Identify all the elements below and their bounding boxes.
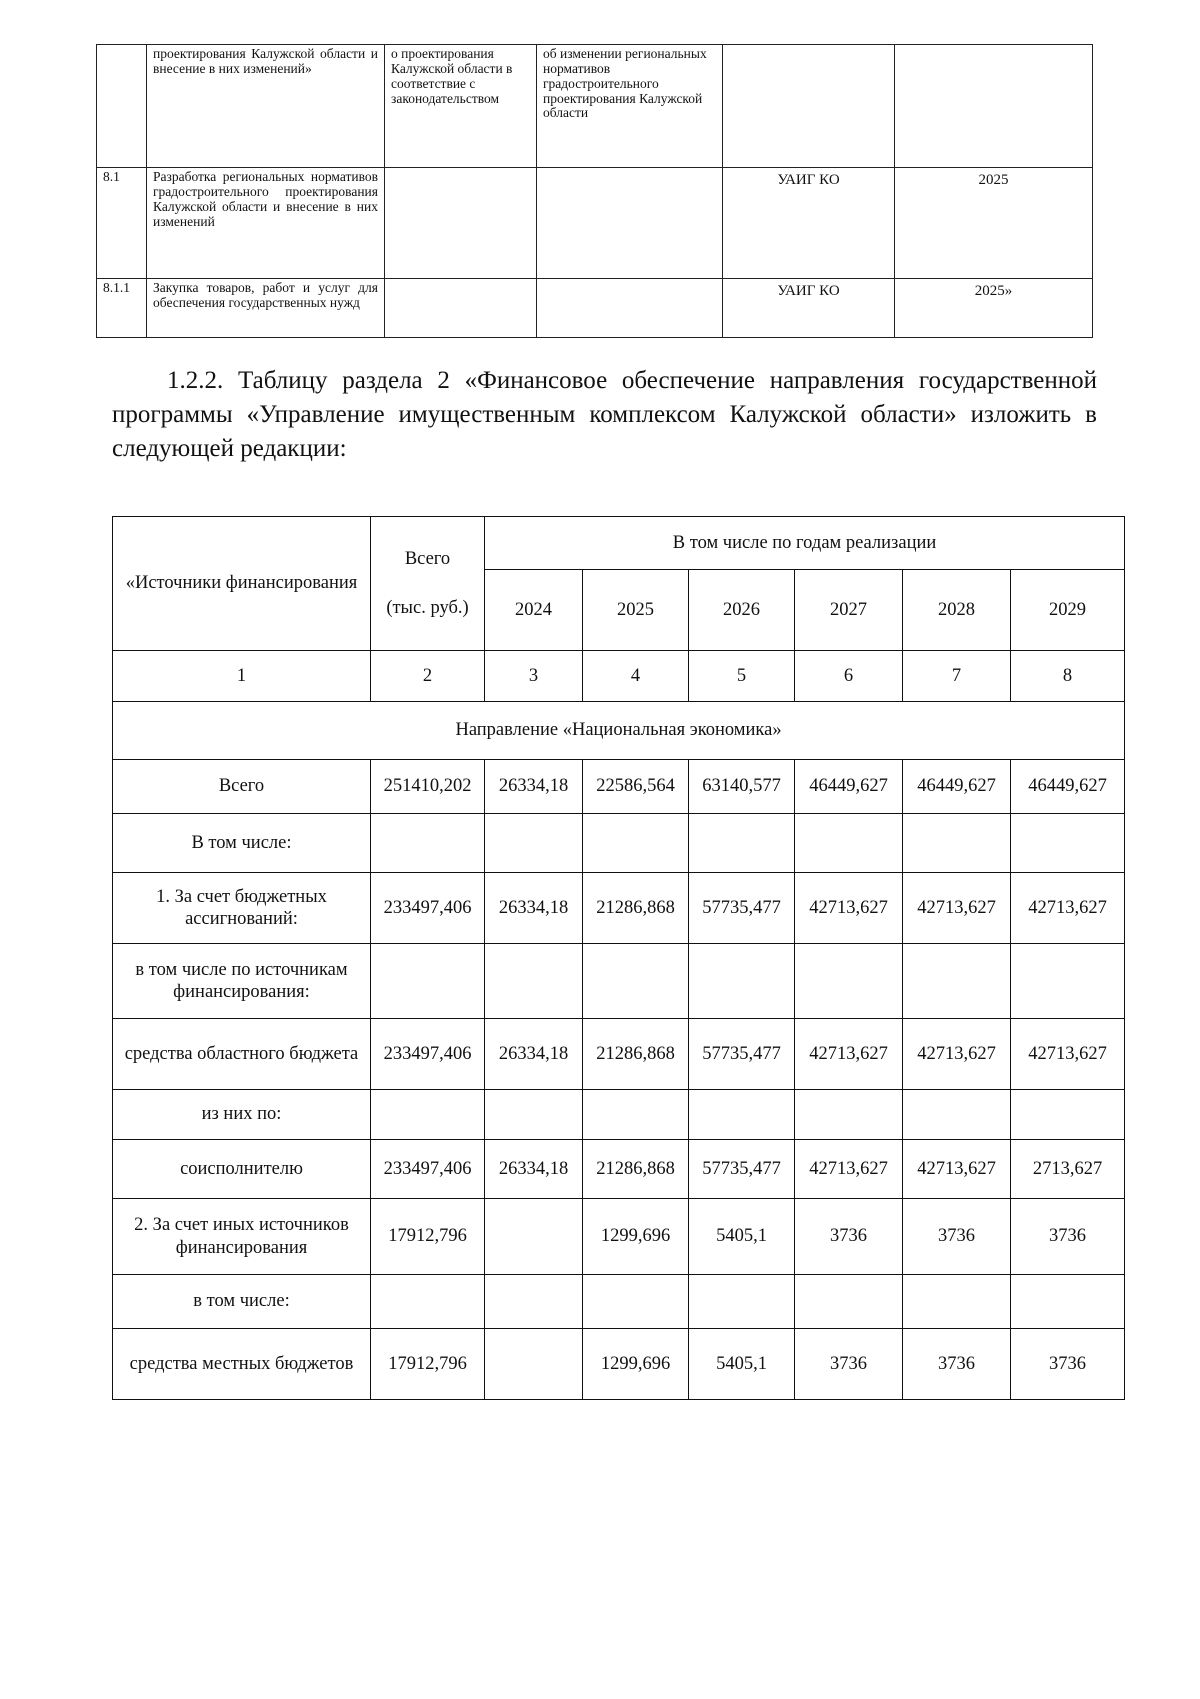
cell-2027: 42713,627: [795, 873, 903, 944]
year-header: 2027: [795, 570, 903, 651]
cell-2028: 42713,627: [903, 1140, 1011, 1199]
cell-2029: 42713,627: [1011, 873, 1125, 944]
cell-2028: [903, 1275, 1011, 1329]
row-label: в том числе:: [113, 1275, 371, 1329]
cell-total: [371, 1275, 485, 1329]
cell-2028: 42713,627: [903, 873, 1011, 944]
activity-name: Закупка товаров, работ и услуг для обеспечения государственных нужд: [147, 279, 385, 338]
activity-executor: УАИГ КО: [723, 279, 895, 338]
cell-2024: 26334,18: [485, 1140, 583, 1199]
cell-2029: [1011, 1090, 1125, 1140]
activity-year: [895, 45, 1093, 168]
column-number: 4: [583, 651, 689, 702]
cell-2024: 26334,18: [485, 1019, 583, 1090]
cell-2025: [583, 814, 689, 873]
table-row: [113, 873, 1125, 944]
row-number: 8.1.1: [97, 279, 147, 338]
activity-goal: [385, 168, 537, 279]
cell-2025: 1299,696: [583, 1199, 689, 1275]
amendment-paragraph: 1.2.2. Таблицу раздела 2 «Финансовое обеспечение направления государственной программы «Управление имущественным комплексом Калужской области» изложить в следующей редакции:: [112, 367, 1097, 462]
cell-total: 251410,202: [371, 760, 485, 814]
cell-2028: [903, 814, 1011, 873]
year-header: 2025: [583, 570, 689, 651]
activity-year: 2025: [895, 168, 1093, 279]
total-header-label: Всего: [404, 549, 451, 570]
column-number: 2: [371, 651, 485, 702]
activity-executor: [723, 45, 895, 168]
cell-2026: 5405,1: [689, 1199, 795, 1275]
cell-2024: [485, 1090, 583, 1140]
cell-2026: 57735,477: [689, 873, 795, 944]
cell-2025: 1299,696: [583, 1329, 689, 1400]
direction-row: [113, 702, 1125, 760]
cell-total: [371, 1090, 485, 1140]
row-label: соисполнителю: [113, 1140, 371, 1199]
column-number: 6: [795, 651, 903, 702]
row-label: 2. За счет иных источников финансирования: [113, 1199, 371, 1275]
table-row: [113, 1090, 1125, 1140]
cell-2024: [485, 1275, 583, 1329]
cell-2029: [1011, 944, 1125, 1019]
cell-2027: [795, 814, 903, 873]
program-activities-table: [96, 44, 1093, 338]
cell-2027: 3736: [795, 1329, 903, 1400]
year-header: 2026: [689, 570, 795, 651]
cell-2024: 26334,18: [485, 760, 583, 814]
years-header: В том числе по годам реализации: [485, 517, 1125, 570]
table-row: [113, 814, 1125, 873]
cell-2027: 42713,627: [795, 1019, 903, 1090]
activity-executor: УАИГ КО: [723, 168, 895, 279]
cell-total: [371, 944, 485, 1019]
year-header: 2024: [485, 570, 583, 651]
cell-2027: [795, 944, 903, 1019]
cell-2029: [1011, 1275, 1125, 1329]
cell-2028: [903, 944, 1011, 1019]
row-label: в том числе по источникам финансирования:: [113, 944, 371, 1019]
cell-2025: 21286,868: [583, 1140, 689, 1199]
column-number: 3: [485, 651, 583, 702]
cell-total: 233497,406: [371, 1019, 485, 1090]
table-row: [97, 45, 1093, 168]
cell-total: 17912,796: [371, 1329, 485, 1400]
cell-2029: 42713,627: [1011, 1019, 1125, 1090]
table-row: [113, 1329, 1125, 1400]
cell-2028: 3736: [903, 1329, 1011, 1400]
cell-2028: 46449,627: [903, 760, 1011, 814]
cell-2026: 57735,477: [689, 1140, 795, 1199]
header-row: [113, 517, 1125, 570]
activity-year: 2025»: [895, 279, 1093, 338]
row-label: из них по:: [113, 1090, 371, 1140]
year-header: 2028: [903, 570, 1011, 651]
cell-2026: 63140,577: [689, 760, 795, 814]
cell-total: 17912,796: [371, 1199, 485, 1275]
cell-2024: [485, 814, 583, 873]
cell-2027: 42713,627: [795, 1140, 903, 1199]
table-row: [113, 760, 1125, 814]
column-number: 5: [689, 651, 795, 702]
column-number: 7: [903, 651, 1011, 702]
row-number: [97, 45, 147, 168]
table-row: [97, 168, 1093, 279]
cell-2025: [583, 1275, 689, 1329]
table-row: [97, 279, 1093, 338]
row-label: 1. За счет бюджетных ассигнований:: [113, 873, 371, 944]
activity-name: проектирования Калужской области и внесение в них изменений»: [147, 45, 385, 168]
cell-total: 233497,406: [371, 873, 485, 944]
direction-title: Направление «Национальная экономика»: [113, 702, 1125, 760]
cell-2028: 42713,627: [903, 1019, 1011, 1090]
cell-2028: [903, 1090, 1011, 1140]
cell-2024: 26334,18: [485, 873, 583, 944]
cell-2026: [689, 814, 795, 873]
row-label: Всего: [113, 760, 371, 814]
cell-2029: 46449,627: [1011, 760, 1125, 814]
column-number: 8: [1011, 651, 1125, 702]
activity-result: об изменении региональных нормативов градостроительного проектирования Калужской области: [537, 45, 723, 168]
column-number: 1: [113, 651, 371, 702]
cell-2024: [485, 944, 583, 1019]
cell-2029: 2713,627: [1011, 1140, 1125, 1199]
cell-2029: 3736: [1011, 1329, 1125, 1400]
cell-2026: [689, 1275, 795, 1329]
cell-2026: 5405,1: [689, 1329, 795, 1400]
column-numbers-row: [113, 651, 1125, 702]
cell-2026: [689, 1090, 795, 1140]
cell-2024: [485, 1329, 583, 1400]
sources-header: «Источники финансирования: [113, 517, 371, 651]
activity-goal: о проектирования Калужской области в соответствие с законодательством: [385, 45, 537, 168]
table-row: [113, 1275, 1125, 1329]
financing-table: [112, 516, 1125, 1400]
row-label: средства областного бюджета: [113, 1019, 371, 1090]
cell-2026: 57735,477: [689, 1019, 795, 1090]
cell-2025: [583, 1090, 689, 1140]
row-number: 8.1: [97, 168, 147, 279]
cell-2024: [485, 1199, 583, 1275]
table-row: [113, 1199, 1125, 1275]
cell-2025: 22586,564: [583, 760, 689, 814]
cell-2027: [795, 1275, 903, 1329]
cell-2027: [795, 1090, 903, 1140]
total-header-unit: (тыс. руб.): [386, 597, 469, 618]
activity-result: [537, 279, 723, 338]
cell-2026: [689, 944, 795, 1019]
cell-2028: 3736: [903, 1199, 1011, 1275]
year-header: 2029: [1011, 570, 1125, 651]
cell-total: 233497,406: [371, 1140, 485, 1199]
cell-total: [371, 814, 485, 873]
activity-goal: [385, 279, 537, 338]
table-row: [113, 1140, 1125, 1199]
cell-2025: [583, 944, 689, 1019]
row-label: В том числе:: [113, 814, 371, 873]
cell-2027: 46449,627: [795, 760, 903, 814]
cell-2025: 21286,868: [583, 1019, 689, 1090]
table-row: [113, 944, 1125, 1019]
total-header: [371, 517, 485, 651]
table-row: [113, 1019, 1125, 1090]
row-label: средства местных бюджетов: [113, 1329, 371, 1400]
activity-result: [537, 168, 723, 279]
cell-2029: [1011, 814, 1125, 873]
cell-2027: 3736: [795, 1199, 903, 1275]
cell-2029: 3736: [1011, 1199, 1125, 1275]
activity-name: Разработка региональных нормативов градостроительного проектирования Калужской области и внесение в них изменений: [147, 168, 385, 279]
cell-2025: 21286,868: [583, 873, 689, 944]
